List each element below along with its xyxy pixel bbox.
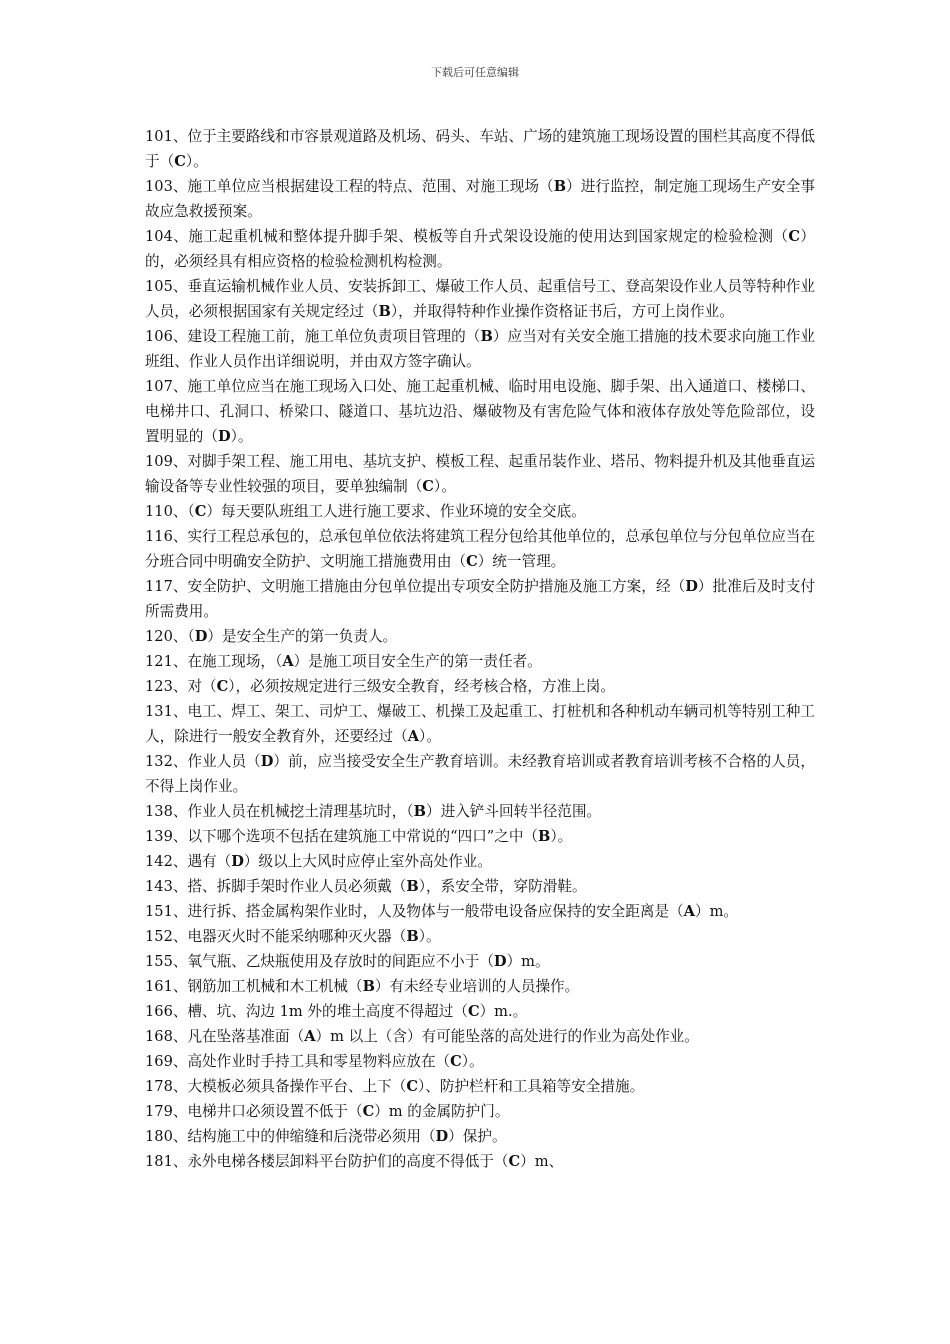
question-text: 120、（ [145,628,195,645]
question-text-end: ）级以上大风时应停止室外高处作业。 [243,853,492,870]
question-item [145,1149,815,1174]
answer-letter: C [406,1078,418,1095]
question-item [145,1074,815,1099]
question-text: 109、对脚手架工程、施工用电、基坑支护、模板工程、起重吊装作业、塔吊、物料提升机及其他垂直运输设备等专业性较强的项目，要单独编制（ [145,453,815,495]
question-text: 152、电器灭火时不能采纳哪种灭火器（ [145,928,407,945]
answer-letter: B [553,178,567,195]
question-text: 101、位于主要路线和市容景观道路及机场、码头、车站、广场的建筑施工现场设置的围栏其高度不得低于（ [145,128,815,170]
answer-letter: C [174,153,186,170]
question-text-end: ）m。 [506,953,550,970]
question-item [145,1024,815,1049]
question-text: 139、以下哪个选项不包括在建筑施工中常说的“四口”之中（ [145,828,539,845]
answer-letter: B [406,928,419,945]
question-text: 155、氧气瓶、乙炔瓶使用及存放时的间距应不小于（ [145,953,494,970]
question-item [145,224,815,274]
question-text-end: ）前，应当接受安全生产教育培训。未经教育培训或者教育培训考核不合格的人员，不得上岗作业。 [145,753,815,795]
question-item [145,1049,815,1074]
question-text: 166、槽、坑、沟边 1m 外的堆土高度不得超过（ [145,1003,468,1020]
answer-letter: B [480,328,493,345]
question-item [145,1099,815,1124]
question-item [145,124,815,174]
question-text-end: ）有未经专业培训的人员操作。 [374,978,580,995]
question-text: 181、永外电梯各楼层卸料平台防护们的高度不得低于（ [145,1153,509,1170]
question-text-end: ）批准后及时支付所需费用。 [145,578,815,620]
question-text-end: ）m。 [694,903,738,920]
question-text: 123、对（ [145,678,217,695]
question-text-end: ）。 [550,828,573,845]
question-text: 104、施工起重机械和整体提升脚手架、模板等自升式架设设施的使用达到国家规定的检验检测（ [145,228,789,245]
question-item [145,874,815,899]
question-text: 106、建设工程施工前，施工单位负责项目管理的（ [145,328,481,345]
answer-letter: D [685,578,698,595]
answer-letter: C [467,1003,480,1020]
question-item [145,899,815,924]
answer-letter: C [216,678,229,695]
question-text-end: ）的，必须经具有相应资格的检验检测机构检测。 [145,228,815,270]
question-text: 143、搭、拆脚手架时作业人员必须戴（ [145,878,407,895]
answer-letter: D [231,853,244,870]
question-text: 168、凡在坠落基准面（ [145,1028,305,1045]
question-text-end: ）。 [185,153,208,170]
question-item [145,849,815,874]
answer-letter: B [378,303,391,320]
question-item [145,799,815,824]
question-text: 132、作业人员（ [145,753,261,770]
question-item [145,999,815,1024]
question-item [145,324,815,374]
question-text-end: ）保护。 [448,1128,507,1145]
answer-letter: B [413,803,426,820]
question-text-end: ），必须按规定进行三级安全教育，经考核合格，方准上岗。 [228,678,615,695]
question-text-end: ）m 的金属防护门。 [374,1103,510,1120]
answer-letter: C [450,1053,462,1070]
answer-letter: D [217,428,231,445]
answer-letter: B [362,978,375,995]
question-text-end: ）。 [418,928,441,945]
answer-letter: C [194,503,207,520]
question-item [145,1124,815,1149]
question-text-end: ）。 [230,428,253,445]
question-item [145,749,815,799]
answer-letter: C [422,478,434,495]
question-text-end: ）是施工项目安全生产的第一责任者。 [293,653,542,670]
answer-letter: A [683,903,695,920]
question-text: 116、实行工程总承包的，总承包单位依法将建筑工程分包给其他单位的，总承包单位与分包单位应当在分班合同中明确安全防护、文明施工措施费用由（ [145,528,815,570]
answer-letter: A [304,1028,316,1045]
question-text-end: ），并取得特种作业操作资格证书后，方可上岗作业。 [390,303,734,320]
answer-letter: C [788,228,800,245]
question-text-end: ）m.。 [479,1003,528,1020]
question-item [145,824,815,849]
question-text: 178、大模板必须具备操作平台、上下（ [145,1078,407,1095]
question-text-end: ）每天要队班组工人进行施工要求、作业环境的安全交底。 [206,503,586,520]
question-item [145,274,815,324]
question-text-end: ），系安全带，穿防滑鞋。 [418,878,587,895]
question-item [145,449,815,499]
question-item [145,499,815,524]
question-text-end: ）是安全生产的第一负责人。 [207,628,398,645]
question-text: 105、垂直运输机械作业人员、安装拆卸工、爆破工作人员、起重信号工、登高架设作业人员等特种作业人员，必须根据国家有关规定经过（ [145,278,815,320]
question-text: 110、（ [145,503,195,520]
question-text: 117、安全防护、文明施工措施由分包单位提出专项安全防护措施及施工方案，经（ [145,578,686,595]
question-text-end: ）、防护栏杆和工具箱等安全措施。 [417,1078,645,1095]
answer-letter: B [538,828,551,845]
question-item [145,574,815,624]
question-text: 179、电梯井口必须设置不低于（ [145,1103,363,1120]
question-item [145,924,815,949]
question-item [145,649,815,674]
question-item [145,949,815,974]
question-item [145,524,815,574]
question-text: 169、高处作业时手持工具和零星物料应放在（ [145,1053,451,1070]
question-item [145,624,815,649]
question-text-end: ）应当对有关安全施工措施的技术要求向施工作业班组、作业人员作出详细说明，并由双方签字确认。 [145,328,815,370]
answer-letter: A [282,653,294,670]
question-text-end: ）统一管理。 [477,553,566,570]
answer-letter: C [508,1153,521,1170]
question-text-end: ）。 [419,728,441,745]
question-text: 103、施工单位应当根据建设工程的特点、范围、对施工现场（ [145,178,554,195]
question-text-end: ）进行监控，制定施工现场生产安全事故应急救援预案。 [145,178,815,220]
question-text: 142、遇有（ [145,853,232,870]
question-item [145,674,815,699]
answer-letter: D [260,753,274,770]
question-text: 121、在施工现场，（ [145,653,283,670]
answer-letter: D [194,628,208,645]
answer-letter: C [362,1103,375,1120]
question-text-end: ）m、 [520,1153,564,1170]
question-text: 151、进行拆、搭金属构架作业时，人及物体与一般带电设备应保持的安全距离是（ [145,903,684,920]
question-item [145,699,815,749]
page-header: 下载后可任意编辑 [431,66,519,79]
answer-letter: D [493,953,507,970]
question-text-end: ）m 以上（含）有可能坠落的高处进行的作业为高处作业。 [315,1028,699,1045]
question-text: 180、结构施工中的伸缩缝和后浇带必须用（ [145,1128,436,1145]
question-item [145,974,815,999]
answer-letter: C [466,553,478,570]
answer-letter: B [406,878,419,895]
answer-letter: D [435,1128,449,1145]
question-text-end: ）。 [461,1053,484,1070]
question-text: 161、钢筋加工机械和木工机械（ [145,978,363,995]
answer-letter: A [407,728,420,745]
question-list [145,124,815,1174]
question-text-end: ）进入铲斗回转半径范围。 [426,803,602,820]
question-item [145,174,815,224]
question-text: 107、施工单位应当在施工现场入口处、施工起重机械、临时用电设施、脚手架、出入通道口、楼梯口、电梯井口、孔洞口、桥梁口、隧道口、基坑边沿、爆破物及有害危险气体和液体存放处等危险部位，设置明显的（ [145,378,815,445]
question-item [145,374,815,449]
question-text-end: ）。 [433,478,456,495]
question-text: 138、作业人员在机械挖土清理基坑时，（ [145,803,414,820]
question-text: 131、电工、焊工、架工、司炉工、爆破工、机操工及起重工、打桩机和各种机动车辆司机等特别工种工人，除进行一般安全教育外，还要经过（ [145,703,815,745]
